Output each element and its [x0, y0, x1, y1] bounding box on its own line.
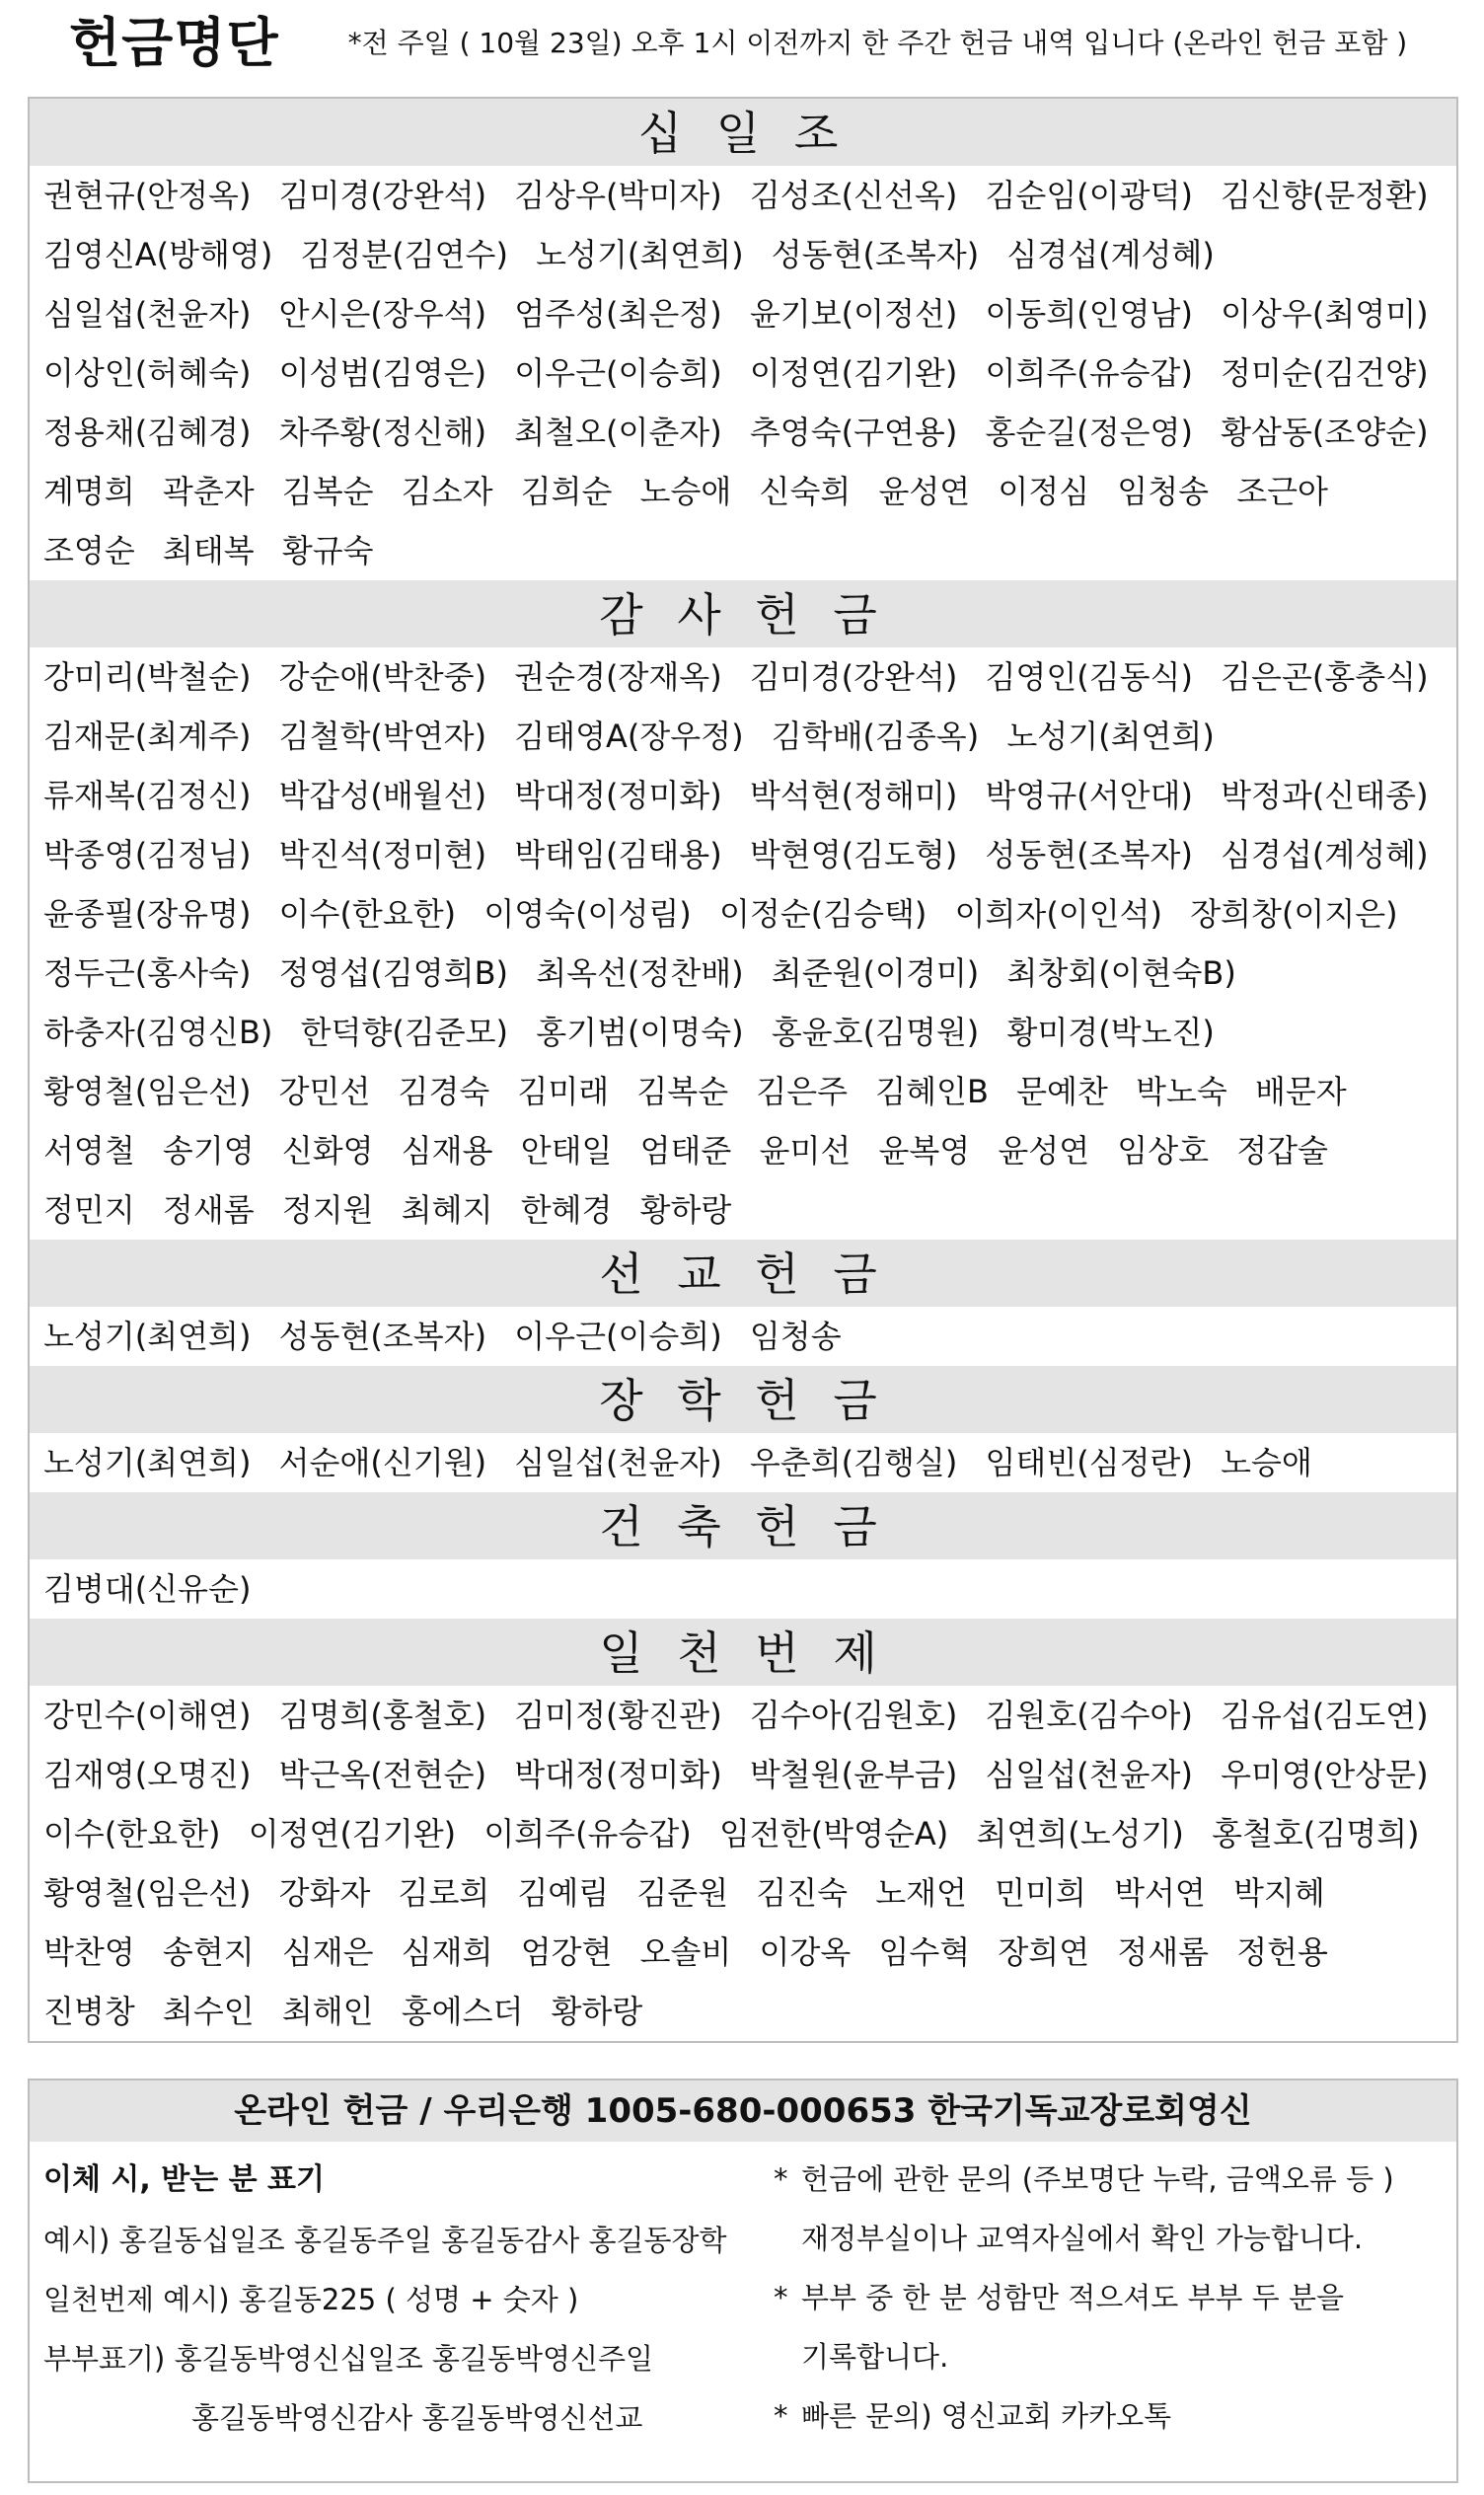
donor-name: 홍기범(이명숙): [536, 1014, 744, 1051]
donor-name: 김복순: [281, 473, 374, 510]
donor-name: 곽춘자: [162, 473, 255, 510]
donor-name: 서순애(신기원): [278, 1444, 487, 1481]
donor-name: 김수아(김원호): [749, 1697, 958, 1734]
name-list: [30, 1307, 1456, 1366]
donor-name: 임수혁: [878, 1933, 971, 1971]
section-header: 십 일 조: [30, 99, 1456, 166]
donor-name: 노재언: [875, 1874, 967, 1912]
donor-name: 박진석(정미현): [278, 836, 487, 873]
donor-name: 강화자: [278, 1874, 371, 1912]
donor-name: 임청송: [1117, 473, 1210, 510]
donor-name: 임태빈(심정란): [985, 1444, 1193, 1481]
donor-name: 이희주(유승갑): [483, 1815, 692, 1852]
donor-name: 박서연: [1114, 1874, 1206, 1912]
note-text: 재정부실이나 교역자실에서 확인 가능합니다.: [801, 2222, 1364, 2255]
donor-name: 배문자: [1254, 1073, 1347, 1110]
donor-name: 정용채(김혜경): [43, 414, 252, 451]
donor-name: 임전한(박영순A): [718, 1815, 949, 1852]
donor-name: 민미희: [995, 1874, 1086, 1912]
donor-name: 이수(한요한): [278, 895, 457, 933]
donor-name: 김영인(김동식): [985, 658, 1193, 696]
example-line: 홍길동박영신감사 홍길동박영신선교: [191, 2401, 643, 2435]
donor-name: 신화영: [281, 1132, 374, 1170]
donor-name: 김미경(강완석): [749, 658, 958, 696]
donor-name: 장희창(이지은): [1190, 895, 1398, 933]
donor-name: 정미순(김건양): [1221, 354, 1429, 392]
donor-name: 이강옥: [759, 1933, 852, 1971]
donor-name: 윤복영: [878, 1132, 971, 1170]
donor-name: 최태복: [162, 532, 255, 569]
donor-name: 홍에스더: [401, 1993, 524, 2030]
donor-name: 최해인: [281, 1993, 374, 2030]
donor-name: 박태임(김태용): [514, 836, 722, 873]
offering-list: [28, 97, 1458, 2043]
donor-name: 강민수(이해연): [43, 1697, 252, 1734]
donor-name: 우미영(안상문): [1221, 1756, 1429, 1793]
donor-name: 노승애: [1221, 1444, 1312, 1481]
donor-name: 성동현(조복자): [278, 1318, 487, 1355]
donor-name: 심일섭(천윤자): [985, 1756, 1193, 1793]
donor-name: 강민선: [278, 1073, 371, 1110]
donor-name: 심재용: [401, 1132, 493, 1170]
example-line: 일천번제 예시) 홍길동225 ( 성명 + 숫자 ): [43, 2283, 579, 2316]
donor-name: 김미정(황진관): [514, 1697, 722, 1734]
donor-name: 김희순: [520, 473, 613, 510]
note-item: [774, 2150, 1441, 2268]
donor-name: 엄태준: [639, 1132, 732, 1170]
donor-name: 박석현(정해미): [749, 777, 958, 814]
donor-name: 황영철(임은선): [43, 1874, 252, 1912]
note-bullet: *: [774, 2281, 788, 2314]
donor-name: 정민지: [43, 1191, 135, 1229]
donor-name: 심재희: [401, 1933, 493, 1971]
donor-name: 김예림: [517, 1874, 610, 1912]
donor-name: 최혜지: [401, 1191, 493, 1229]
donor-name: 박대정(정미화): [514, 1756, 722, 1793]
donor-name: 황미경(박노진): [1006, 1014, 1215, 1051]
donor-name: 이우근(이승희): [514, 1318, 722, 1355]
note-text: 빠른 문의) 영신교회 카카오톡: [801, 2399, 1172, 2433]
donor-name: 권현규(안정옥): [43, 177, 252, 214]
donor-name: 류재복(김정신): [43, 777, 252, 814]
note-text: 헌금에 관한 문의 (주보명단 누락, 금액오류 등 ): [801, 2162, 1394, 2196]
donor-name: 노성기(최연희): [43, 1318, 252, 1355]
donor-name: 추영숙(구연용): [749, 414, 958, 451]
donor-name: 엄주성(최은정): [514, 295, 722, 333]
donor-name: 권순경(장재옥): [514, 658, 722, 696]
donor-name: 윤성연: [878, 473, 971, 510]
donor-name: 박대정(정미화): [514, 777, 722, 814]
donor-name: 박갑성(배월선): [278, 777, 487, 814]
donor-name: 서영철: [43, 1132, 135, 1170]
donor-name: 윤기보(이정선): [749, 295, 958, 333]
donor-name: 최창회(이현숙B): [1006, 954, 1236, 992]
donor-name: 최옥선(정찬배): [536, 954, 744, 992]
donor-name: 이희자(이인석): [954, 895, 1163, 933]
donor-name: 진병창: [43, 1993, 135, 2030]
donor-name: 성동현(조복자): [771, 236, 980, 273]
offering-notes: [774, 2150, 1441, 2448]
donor-name: 김은주: [756, 1073, 849, 1110]
donor-name: 임청송: [749, 1318, 842, 1355]
donor-name: 김진숙: [756, 1874, 849, 1912]
donor-name: 안태일: [520, 1132, 613, 1170]
note-text: 기록합니다.: [801, 2340, 949, 2374]
page-header: [39, 6, 1464, 81]
donor-name: 이우근(이승희): [514, 354, 722, 392]
donor-name: 김소자: [401, 473, 493, 510]
donor-name: 송현지: [162, 1933, 255, 1971]
donor-name: 이상인(허혜숙): [43, 354, 252, 392]
donor-name: 박현영(김도형): [749, 836, 958, 873]
example-line: 부부표기) 홍길동박영신십일조 홍길동박영신주일: [43, 2342, 654, 2376]
donor-name: 정새롬: [162, 1191, 255, 1229]
donor-name: 박찬영: [43, 1933, 135, 1971]
donor-name: 정갑술: [1236, 1132, 1328, 1170]
donor-name: 한덕향(김준모): [300, 1014, 509, 1051]
donor-name: 윤종필(장유명): [43, 895, 252, 933]
donor-name: 한혜경: [520, 1191, 613, 1229]
donor-name: 김재문(최계주): [43, 718, 252, 755]
donor-name: 김은곤(홍충식): [1221, 658, 1429, 696]
donor-name: 김명희(홍철호): [278, 1697, 487, 1734]
section-header: 감 사 헌 금: [30, 580, 1456, 647]
donor-name: 문예찬: [1016, 1073, 1108, 1110]
donor-name: 노성기(최연희): [536, 236, 744, 273]
page-title: 헌금명단: [69, 12, 279, 74]
donor-name: 김태영A(장우정): [514, 718, 744, 755]
donor-name: 정두근(홍사숙): [43, 954, 252, 992]
donor-name: 우춘희(김행실): [749, 1444, 958, 1481]
donor-name: 이상우(최영미): [1221, 295, 1429, 333]
donor-name: 정영섭(김영희B): [278, 954, 509, 992]
donor-name: 황규숙: [281, 532, 374, 569]
donor-name: 김원호(김수아): [985, 1697, 1193, 1734]
donor-name: 홍윤호(김명원): [771, 1014, 980, 1051]
donor-name: 오솔비: [639, 1933, 732, 1971]
donor-name: 윤미선: [759, 1132, 852, 1170]
donor-name: 심일섭(천윤자): [514, 1444, 722, 1481]
donor-name: 김신향(문정환): [1221, 177, 1429, 214]
name-list: [30, 647, 1456, 1240]
donor-name: 이영숙(이성림): [483, 895, 692, 933]
donor-name: 김미경(강완석): [278, 177, 487, 214]
donor-name: 조영순: [43, 532, 135, 569]
donor-name: 최연희(노성기): [976, 1815, 1184, 1852]
donor-name: 김미래: [517, 1073, 610, 1110]
name-list: [30, 1433, 1456, 1492]
donor-name: 김병대(신유순): [43, 1570, 252, 1608]
donor-name: 박종영(김정님): [43, 836, 252, 873]
note-text: 부부 중 한 분 성함만 적으셔도 부부 두 분을: [801, 2281, 1344, 2314]
donor-name: 이정심: [998, 473, 1090, 510]
name-list: [30, 1686, 1456, 2041]
donor-name: 이동희(인영남): [985, 295, 1193, 333]
donor-name: 김재영(오명진): [43, 1756, 252, 1793]
section-header: 일 천 번 제: [30, 1619, 1456, 1686]
transfer-naming-title: 이체 시, 받는 분 표기: [43, 2162, 326, 2197]
donor-name: 최수인: [162, 1993, 255, 2030]
donor-name: 정헌용: [1236, 1933, 1328, 1971]
donor-name: 김준원: [636, 1874, 729, 1912]
donor-name: 심재은: [281, 1933, 374, 1971]
example-line: 예시) 홍길동십일조 홍길동주일 홍길동감사 홍길동장학: [43, 2224, 727, 2257]
donor-name: 김영신A(방해영): [43, 236, 273, 273]
donor-name: 김로희: [398, 1874, 490, 1912]
donor-name: 성동현(조복자): [985, 836, 1193, 873]
donor-name: 정지원: [281, 1191, 374, 1229]
donor-name: 황영철(임은선): [43, 1073, 252, 1110]
donor-name: 김학배(김종옥): [771, 718, 980, 755]
donor-name: 이수(한요한): [43, 1815, 221, 1852]
donor-name: 박영규(서안대): [985, 777, 1193, 814]
name-list: [30, 166, 1456, 580]
note-bullet: *: [774, 2399, 788, 2433]
donor-name: 홍철호(김명희): [1212, 1815, 1420, 1852]
donor-name: 김상우(박미자): [514, 177, 722, 214]
period-notice: *전 주일 ( 10월 23일) 오후 1시 이전까지 한 주간 헌금 내역 입니다 (온라인 헌금 포함 ): [347, 27, 1408, 59]
donor-name: 김철학(박연자): [278, 718, 487, 755]
note-item: [774, 2268, 1441, 2386]
note-item: [774, 2386, 1441, 2446]
donor-name: 심경섭(계성혜): [1006, 236, 1215, 273]
donor-name: 황하랑: [551, 1993, 643, 2030]
donor-name: 이정연(김기완): [749, 354, 958, 392]
donor-name: 강미리(박철순): [43, 658, 252, 696]
donor-name: 이성범(김영은): [278, 354, 487, 392]
donor-name: 신숙희: [759, 473, 852, 510]
donor-name: 차주황(정신해): [278, 414, 487, 451]
donor-name: 장희연: [998, 1933, 1090, 1971]
donor-name: 심일섭(천윤자): [43, 295, 252, 333]
donor-name: 이희주(유승갑): [985, 354, 1193, 392]
donor-name: 노성기(최연희): [43, 1444, 252, 1481]
donor-name: 박지혜: [1233, 1874, 1325, 1912]
donor-name: 윤성연: [998, 1132, 1090, 1170]
donor-name: 엄강현: [520, 1933, 613, 1971]
donor-name: 최준원(이경미): [771, 954, 980, 992]
donor-name: 노승애: [639, 473, 732, 510]
section-header: 건 축 헌 금: [30, 1492, 1456, 1559]
donor-name: 김경숙: [398, 1073, 490, 1110]
note-bullet: *: [774, 2162, 788, 2196]
donor-name: 안시은(장우석): [278, 295, 487, 333]
section-header: 선 교 헌 금: [30, 1240, 1456, 1307]
donor-name: 강순애(박찬중): [278, 658, 487, 696]
donor-name: 심경섭(계성혜): [1221, 836, 1429, 873]
donor-name: 김순임(이광덕): [985, 177, 1193, 214]
donor-name: 박노숙: [1136, 1073, 1227, 1110]
donor-name: 임상호: [1117, 1132, 1210, 1170]
name-list: [30, 1559, 1456, 1619]
donor-name: 김혜인B: [875, 1073, 989, 1110]
donor-name: 계명희: [43, 473, 135, 510]
donor-name: 박철원(윤부금): [749, 1756, 958, 1793]
donor-name: 이정순(김승택): [718, 895, 928, 933]
transfer-naming-guide: [43, 2150, 774, 2448]
online-offering-header: 온라인 헌금 / 우리은행 1005-680-000653 한국기독교장로회영신: [30, 2080, 1456, 2142]
donor-name: 송기영: [162, 1132, 255, 1170]
donor-name: 김유섭(김도연): [1221, 1697, 1429, 1734]
online-offering-box: [28, 2079, 1458, 2483]
donor-name: 홍순길(정은영): [985, 414, 1193, 451]
section-header: 장 학 헌 금: [30, 1366, 1456, 1433]
donor-name: 황하랑: [639, 1191, 732, 1229]
donor-name: 김정분(김연수): [300, 236, 508, 273]
donor-name: 노성기(최연희): [1006, 718, 1215, 755]
donor-name: 박정과(신태종): [1221, 777, 1429, 814]
donor-name: 조근아: [1236, 473, 1328, 510]
donor-name: 김복순: [636, 1073, 729, 1110]
donor-name: 박근옥(전현순): [278, 1756, 487, 1793]
donor-name: 정새롬: [1117, 1933, 1210, 1971]
donor-name: 최철오(이춘자): [514, 414, 722, 451]
donor-name: 김성조(신선옥): [749, 177, 958, 214]
donor-name: 황삼동(조양순): [1221, 414, 1429, 451]
donor-name: 이정연(김기완): [248, 1815, 457, 1852]
donor-name: 하충자(김영신B): [43, 1014, 273, 1051]
